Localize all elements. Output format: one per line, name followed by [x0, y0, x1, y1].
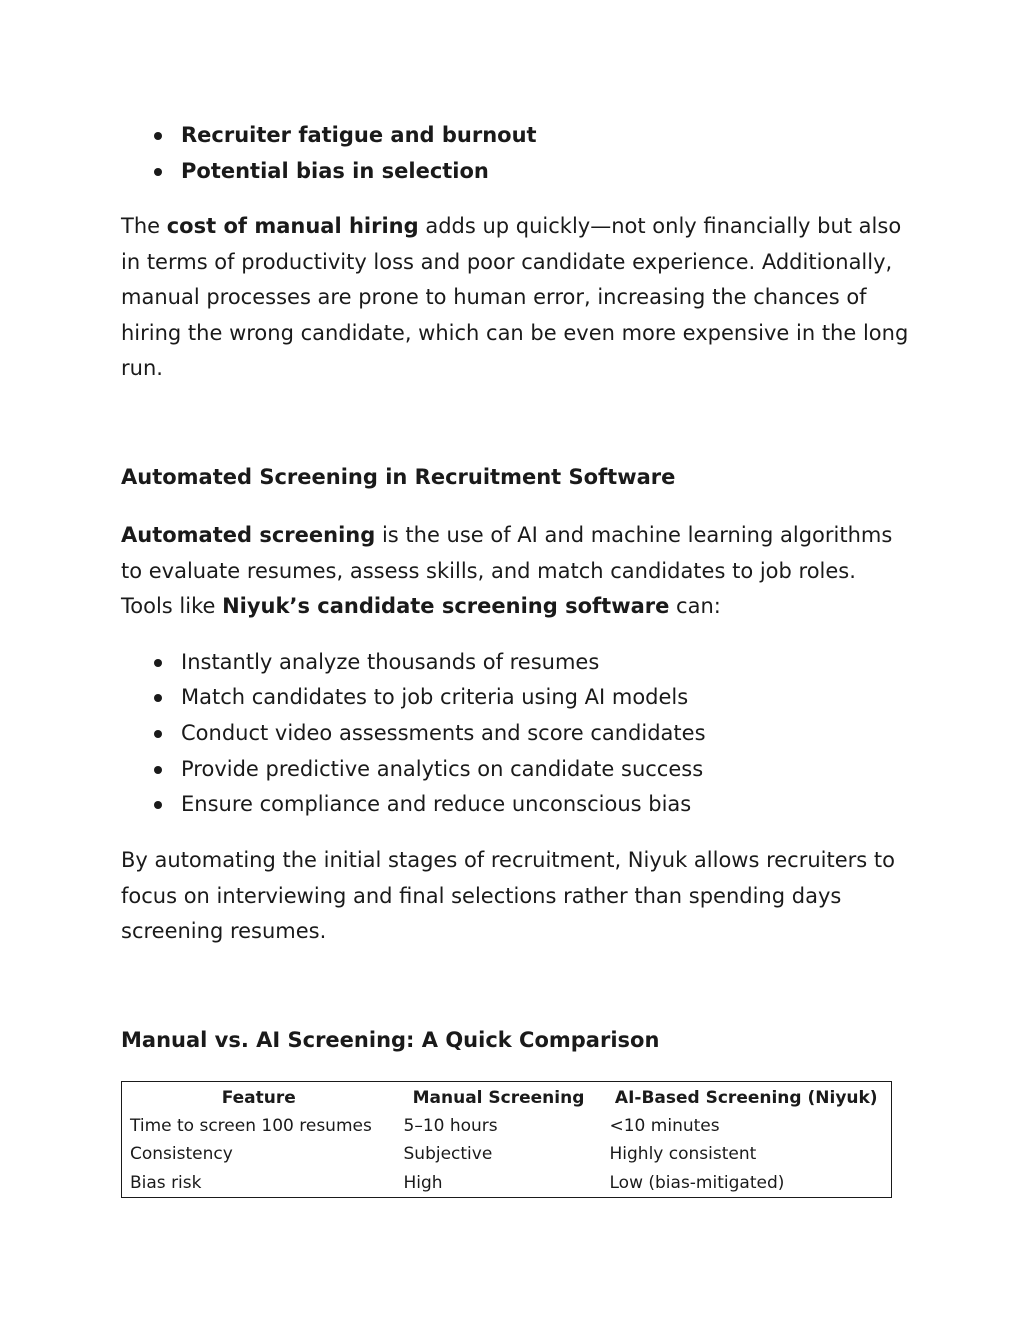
- list-item: Conduct video assessments and score candidates: [121, 716, 911, 752]
- table-cell: <10 minutes: [609, 1115, 720, 1136]
- table-cell: Bias risk: [130, 1172, 202, 1193]
- table-cell: Subjective: [403, 1144, 493, 1165]
- bullet-icon: [154, 132, 162, 140]
- column-header-feature: Feature: [221, 1087, 296, 1108]
- table-row: [122, 1140, 892, 1169]
- table-cell: Consistency: [130, 1144, 233, 1165]
- section-heading-automated-screening: Automated Screening in Recruitment Software: [121, 465, 676, 490]
- table-cell: 5–10 hours: [403, 1115, 498, 1136]
- automated-screening-paragraph: Automated screening is the use of AI and machine learning algorithms to evaluate resumes, assess skills, and match candidates to job roles. Tools like Niyuk’s candidate screening software can:: [121, 523, 893, 619]
- emphasis: Automated screening: [121, 523, 376, 548]
- emphasis: cost of manual hiring: [166, 214, 419, 239]
- column-header-ai: AI-Based Screening (Niyuk): [614, 1087, 878, 1108]
- list-item: Ensure compliance and reduce unconscious bias: [121, 787, 911, 823]
- bullet-icon: [154, 659, 162, 667]
- automation-benefits-paragraph: By automating the initial stages of recruitment, Niyuk allows recruiters to focus on interviewing and final selections rather than spending days screening resumes.: [121, 848, 895, 943]
- table-row: [122, 1111, 892, 1140]
- table-cell: Low (bias-mitigated): [609, 1172, 785, 1193]
- emphasis: Niyuk’s candidate screening software: [222, 594, 670, 619]
- bullet-icon: [154, 694, 162, 702]
- list-item: Instantly analyze thousands of resumes: [121, 645, 911, 681]
- column-header-manual: Manual Screening: [412, 1087, 585, 1108]
- comparison-table: [121, 1081, 892, 1198]
- document-page: [121, 118, 911, 1198]
- section-heading-comparison: Manual vs. AI Screening: A Quick Comparison: [121, 1028, 660, 1053]
- table-row: [122, 1168, 892, 1197]
- list-item: Match candidates to job criteria using AI models: [121, 680, 911, 716]
- challenges-list: [121, 118, 911, 189]
- bullet-icon: [154, 801, 162, 809]
- bullet-icon: [154, 766, 162, 774]
- table-cell: Time to screen 100 resumes: [130, 1115, 372, 1136]
- list-item: Recruiter fatigue and burnout: [121, 118, 911, 154]
- bullet-icon: [154, 168, 162, 176]
- list-item: Potential bias in selection: [121, 154, 911, 190]
- cost-paragraph: The cost of manual hiring adds up quickly—not only financially but also in terms of productivity loss and poor candidate experience. Additionally, manual processes are prone to human error, increasing the chances of hiring the wrong candidate, which can be even more expensive in the long run.: [121, 214, 909, 381]
- features-list: [121, 645, 911, 824]
- table-header-row: [122, 1082, 892, 1112]
- bullet-icon: [154, 730, 162, 738]
- table-cell: Highly consistent: [609, 1144, 757, 1165]
- list-item: Provide predictive analytics on candidate success: [121, 752, 911, 788]
- table-cell: High: [403, 1172, 443, 1193]
